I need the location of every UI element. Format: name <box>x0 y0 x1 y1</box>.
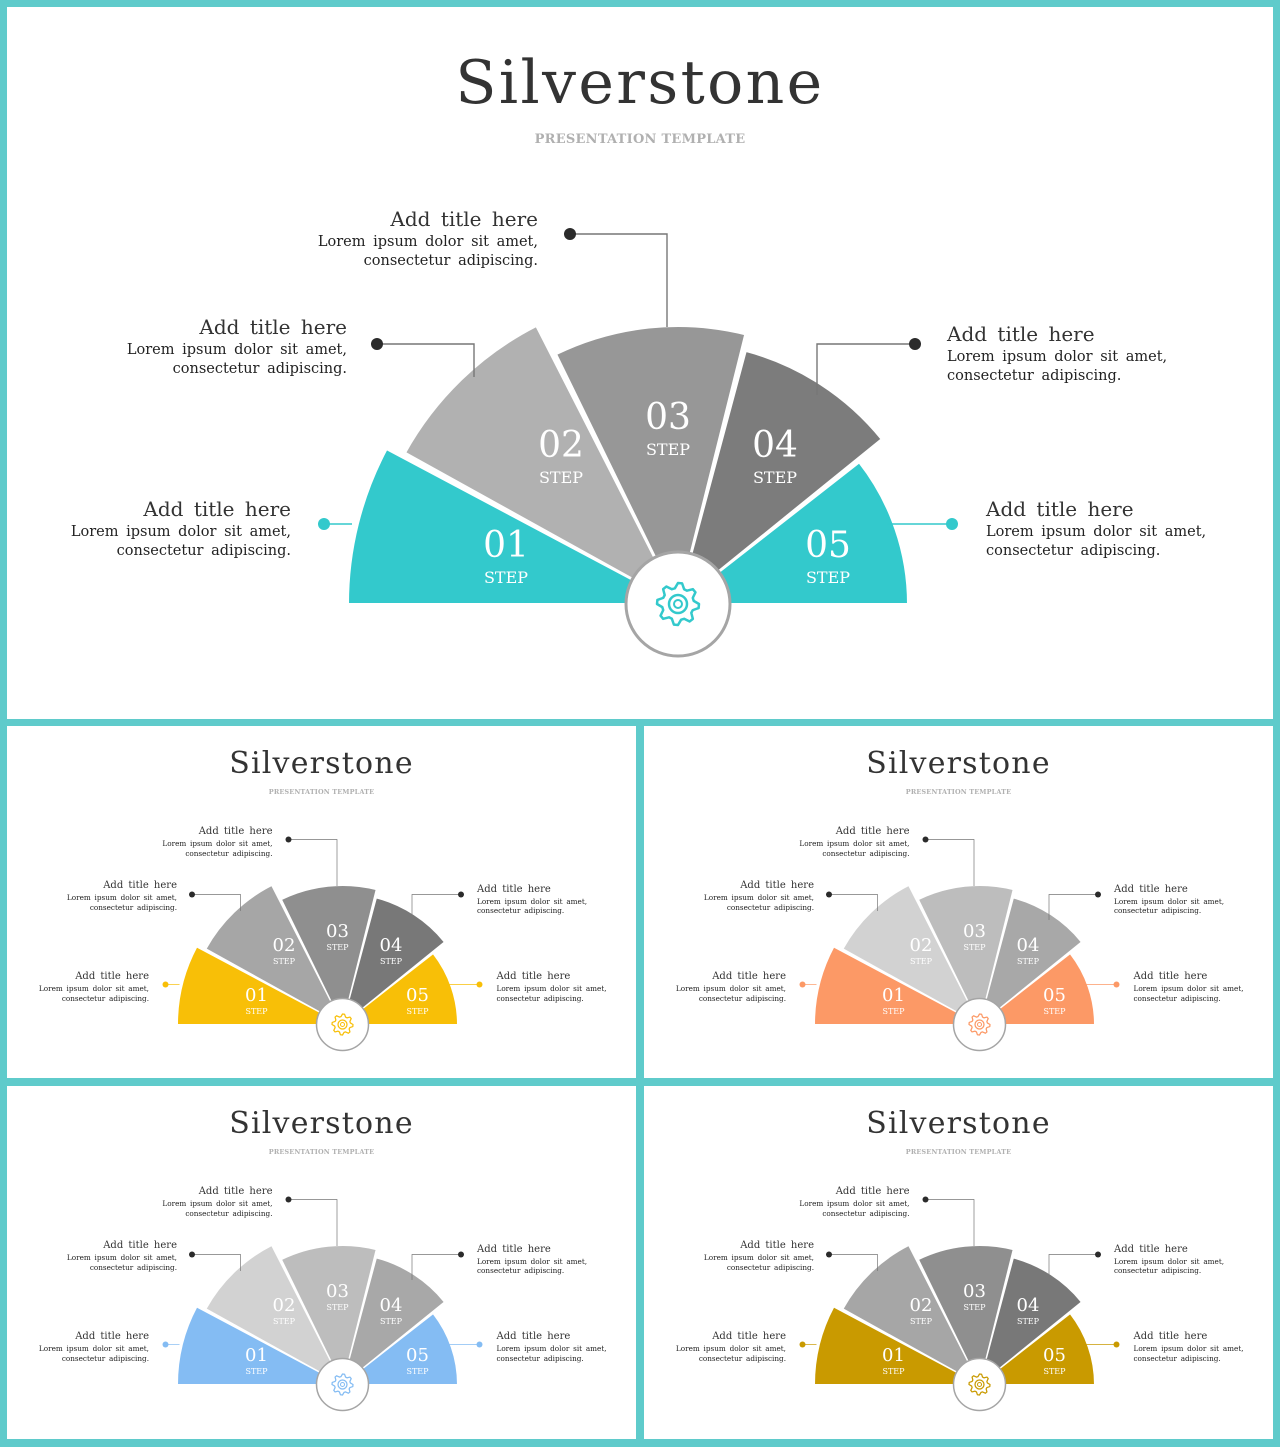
callout-title: Add title here <box>496 1331 571 1342</box>
leader-dot-3 <box>564 228 576 240</box>
step-label-2: STEP <box>272 957 296 966</box>
callout-title: Add title here <box>75 971 149 982</box>
leader-dot-4 <box>1095 1252 1101 1258</box>
center-circle <box>954 999 1006 1051</box>
step-label-5: STEP <box>406 1007 429 1016</box>
step-label-1: STEP <box>882 1007 905 1016</box>
step-number-1: 01 <box>245 1345 268 1366</box>
step-number-4: 04 <box>379 935 403 956</box>
callout-text: consectetur adipiscing. <box>172 361 347 377</box>
leader-line-2 <box>377 344 474 377</box>
callout-title: Add title here <box>835 1186 910 1197</box>
callout-5 <box>986 495 1246 561</box>
step-number-4: 04 <box>752 425 798 466</box>
callout-text: consectetur adipiscing. <box>61 1353 149 1363</box>
step-label-4: STEP <box>752 468 798 487</box>
callout-title: Add title here <box>712 1331 786 1342</box>
leader-dot-2 <box>826 1252 832 1258</box>
callout-title: Add title here <box>477 883 551 895</box>
callout-3 <box>780 825 910 858</box>
callout-2 <box>684 1239 814 1272</box>
callout-text: consectetur adipiscing. <box>477 906 565 915</box>
callout-text: consectetur adipiscing. <box>1114 906 1202 915</box>
slide-2 <box>7 726 636 1078</box>
callout-text: consectetur adipiscing. <box>822 1208 910 1218</box>
leader-dot-1 <box>163 1342 169 1348</box>
callout-text: Lorem ipsum dolor sit amet, <box>986 524 1207 540</box>
step-number-2: 02 <box>909 1295 933 1316</box>
step-label-3: STEP <box>326 943 349 952</box>
step-number-4: 04 <box>1016 935 1040 956</box>
slide-subtitle: PRESENTATION TEMPLATE <box>905 1148 1012 1156</box>
callout-text: consectetur adipiscing. <box>1133 993 1221 1003</box>
step-number-5: 05 <box>1043 1345 1066 1366</box>
step-label-2: STEP <box>909 957 933 966</box>
leader-dot-4 <box>1095 892 1101 898</box>
callout-1 <box>656 970 786 1003</box>
callout-text: Lorem ipsum dolor sit amet, <box>1114 1256 1225 1266</box>
leader-dot-3 <box>923 1197 929 1203</box>
leader-line-2 <box>829 895 878 912</box>
step-label-3: STEP <box>963 1303 986 1312</box>
callout-text: Lorem ipsum dolor sit amet, <box>703 893 814 902</box>
step-number-3: 03 <box>326 921 349 942</box>
callout-4 <box>477 1243 607 1276</box>
leader-dot-4 <box>458 1252 464 1258</box>
callout-5 <box>1134 970 1264 1003</box>
callout-text: Lorem ipsum dolor sit amet, <box>496 1344 607 1353</box>
step-number-5: 05 <box>406 985 429 1006</box>
step-number-3: 03 <box>645 397 691 438</box>
step-number-4: 04 <box>1016 1295 1040 1316</box>
leader-dot-3 <box>923 837 929 843</box>
callout-4 <box>947 320 1207 386</box>
leader-line-3 <box>289 840 338 887</box>
callout-title: Add title here <box>1133 971 1208 982</box>
step-number-4: 04 <box>379 1295 403 1316</box>
step-label-1: STEP <box>245 1007 268 1016</box>
step-number-2: 02 <box>538 425 584 466</box>
callout-text: consectetur adipiscing. <box>986 543 1161 559</box>
callout-text: Lorem ipsum dolor sit amet, <box>947 349 1168 365</box>
step-number-1: 01 <box>245 985 268 1006</box>
callout-text: consectetur adipiscing. <box>698 1353 786 1363</box>
callout-4 <box>477 883 607 916</box>
leader-dot-5 <box>477 982 483 988</box>
callout-text: Lorem ipsum dolor sit amet, <box>38 984 149 993</box>
step-label-4: STEP <box>1016 957 1040 966</box>
callout-5 <box>497 1330 627 1363</box>
callout-3 <box>780 1185 910 1218</box>
callout-2 <box>47 879 177 912</box>
leader-line-4 <box>1049 895 1098 921</box>
step-label-4: STEP <box>1016 1317 1040 1326</box>
leader-dot-4 <box>909 338 921 350</box>
callout-text: consectetur adipiscing. <box>726 1262 814 1272</box>
center-circle <box>626 552 730 656</box>
callout-text: consectetur adipiscing. <box>822 848 910 858</box>
leader-line-3 <box>926 840 975 887</box>
callout-text: Lorem ipsum dolor sit amet, <box>496 984 607 993</box>
callout-text: consectetur adipiscing. <box>89 902 177 912</box>
callout-title: Add title here <box>1114 883 1188 895</box>
leader-line-3 <box>570 234 667 327</box>
step-number-3: 03 <box>326 1281 349 1302</box>
callout-title: Add title here <box>740 1240 814 1251</box>
callout-text: Lorem ipsum dolor sit amet, <box>317 234 538 250</box>
callout-text: Lorem ipsum dolor sit amet, <box>66 1253 177 1262</box>
callout-text: consectetur adipiscing. <box>947 368 1122 384</box>
slide-3 <box>644 726 1273 1078</box>
callout-text: Lorem ipsum dolor sit amet, <box>66 893 177 902</box>
callout-2 <box>47 1239 177 1272</box>
step-label-1: STEP <box>882 1367 905 1376</box>
step-number-2: 02 <box>272 935 296 956</box>
step-label-4: STEP <box>379 1317 403 1326</box>
callout-text: Lorem ipsum dolor sit amet, <box>126 342 347 358</box>
callout-text: Lorem ipsum dolor sit amet, <box>1133 1344 1244 1353</box>
slide-title: Silverstone <box>229 1106 414 1141</box>
callout-title: Add title here <box>477 1243 551 1255</box>
step-number-3: 03 <box>963 1281 986 1302</box>
callout-2 <box>684 879 814 912</box>
callout-3 <box>143 1185 273 1218</box>
callout-text: Lorem ipsum dolor sit amet, <box>799 839 910 848</box>
callout-text: consectetur adipiscing. <box>116 543 291 559</box>
step-label-2: STEP <box>538 468 584 487</box>
step-number-2: 02 <box>272 1295 296 1316</box>
callout-text: Lorem ipsum dolor sit amet, <box>799 1199 910 1208</box>
step-number-5: 05 <box>805 525 851 566</box>
callout-title: Add title here <box>143 497 291 521</box>
step-label-5: STEP <box>1043 1367 1066 1376</box>
callout-title: Add title here <box>712 971 786 982</box>
callout-3 <box>278 205 538 271</box>
slide-4 <box>7 1086 636 1439</box>
leader-dot-1 <box>800 982 806 988</box>
callout-text: Lorem ipsum dolor sit amet, <box>1133 984 1244 993</box>
callout-title: Add title here <box>103 1240 177 1251</box>
slide-subtitle: PRESENTATION TEMPLATE <box>905 788 1012 796</box>
callout-text: Lorem ipsum dolor sit amet, <box>477 1256 588 1266</box>
callout-title: Add title here <box>1133 1331 1208 1342</box>
slide-subtitle: PRESENTATION TEMPLATE <box>268 1148 375 1156</box>
callout-text: Lorem ipsum dolor sit amet, <box>675 1344 786 1353</box>
callout-4 <box>1114 1243 1244 1276</box>
leader-line-3 <box>926 1200 975 1247</box>
callout-2 <box>87 313 347 379</box>
slide-title: Silverstone <box>866 746 1051 781</box>
leader-line-2 <box>192 895 241 912</box>
leader-line-4 <box>817 344 915 395</box>
callout-title: Add title here <box>835 826 910 837</box>
step-number-1: 01 <box>882 985 905 1006</box>
leader-line-2 <box>829 1255 878 1272</box>
leader-dot-2 <box>826 892 832 898</box>
callout-1 <box>19 1330 149 1363</box>
callout-1 <box>656 1330 786 1363</box>
step-label-5: STEP <box>406 1367 429 1376</box>
slide-title: Silverstone <box>455 48 825 118</box>
callout-text: consectetur adipiscing. <box>185 1208 273 1218</box>
callout-text: Lorem ipsum dolor sit amet, <box>162 1199 273 1208</box>
leader-line-4 <box>412 895 461 921</box>
callout-text: consectetur adipiscing. <box>1114 1266 1202 1275</box>
step-number-5: 05 <box>1043 985 1066 1006</box>
callout-5 <box>497 970 627 1003</box>
callout-text: consectetur adipiscing. <box>89 1262 177 1272</box>
callout-text: Lorem ipsum dolor sit amet, <box>38 1344 149 1353</box>
callout-text: consectetur adipiscing. <box>698 993 786 1003</box>
callout-text: Lorem ipsum dolor sit amet, <box>477 896 588 906</box>
slide-5 <box>644 1086 1273 1439</box>
callout-title: Add title here <box>496 971 571 982</box>
step-number-5: 05 <box>406 1345 429 1366</box>
callout-title: Add title here <box>390 207 538 231</box>
callout-text: consectetur adipiscing. <box>496 993 584 1003</box>
step-number-1: 01 <box>882 1345 905 1366</box>
leader-dot-5 <box>477 1342 483 1348</box>
leader-dot-3 <box>286 1197 292 1203</box>
callout-text: Lorem ipsum dolor sit amet, <box>675 984 786 993</box>
callout-text: consectetur adipiscing. <box>61 993 149 1003</box>
step-label-5: STEP <box>1043 1007 1066 1016</box>
callout-title: Add title here <box>986 497 1134 521</box>
step-label-1: STEP <box>245 1367 268 1376</box>
callout-title: Add title here <box>103 880 177 891</box>
leader-dot-2 <box>189 1252 195 1258</box>
callout-title: Add title here <box>947 322 1095 346</box>
callout-text: consectetur adipiscing. <box>496 1353 584 1363</box>
step-label-4: STEP <box>379 957 403 966</box>
leader-line-3 <box>289 1200 338 1247</box>
leader-line-4 <box>412 1255 461 1281</box>
slide-title: Silverstone <box>866 1106 1051 1141</box>
slide-subtitle: PRESENTATION TEMPLATE <box>268 788 375 796</box>
callout-1 <box>31 495 291 561</box>
callout-text: consectetur adipiscing. <box>363 253 538 269</box>
callout-text: Lorem ipsum dolor sit amet, <box>1114 896 1225 906</box>
step-label-2: STEP <box>272 1317 296 1326</box>
callout-title: Add title here <box>740 880 814 891</box>
leader-dot-5 <box>1114 982 1120 988</box>
callout-title: Add title here <box>75 1331 149 1342</box>
callout-4 <box>1114 883 1244 916</box>
leader-dot-2 <box>189 892 195 898</box>
leader-dot-2 <box>371 338 383 350</box>
step-number-2: 02 <box>909 935 933 956</box>
leader-dot-4 <box>458 892 464 898</box>
callout-title: Add title here <box>1114 1243 1188 1255</box>
step-label-5: STEP <box>805 568 851 587</box>
step-number-3: 03 <box>963 921 986 942</box>
leader-dot-1 <box>318 518 330 530</box>
leader-dot-5 <box>946 518 958 530</box>
callout-text: consectetur adipiscing. <box>477 1266 565 1275</box>
callout-text: Lorem ipsum dolor sit amet, <box>70 524 291 540</box>
callout-title: Add title here <box>198 1186 273 1197</box>
leader-line-2 <box>192 1255 241 1272</box>
leader-line-4 <box>1049 1255 1098 1281</box>
callout-1 <box>19 970 149 1003</box>
slide-subtitle: PRESENTATION TEMPLATE <box>534 132 746 147</box>
step-label-1: STEP <box>483 568 529 587</box>
leader-dot-1 <box>163 982 169 988</box>
callout-title: Add title here <box>199 315 347 339</box>
center-circle <box>317 1359 369 1411</box>
callout-5 <box>1134 1330 1264 1363</box>
callout-text: consectetur adipiscing. <box>185 848 273 858</box>
step-label-3: STEP <box>645 440 691 459</box>
callout-3 <box>143 825 273 858</box>
leader-dot-5 <box>1114 1342 1120 1348</box>
step-label-3: STEP <box>963 943 986 952</box>
callout-text: Lorem ipsum dolor sit amet, <box>162 839 273 848</box>
step-label-3: STEP <box>326 1303 349 1312</box>
leader-dot-3 <box>286 837 292 843</box>
step-label-2: STEP <box>909 1317 933 1326</box>
leader-dot-1 <box>800 1342 806 1348</box>
slide-1 <box>7 7 1273 719</box>
center-circle <box>317 999 369 1051</box>
center-circle <box>954 1359 1006 1411</box>
callout-text: Lorem ipsum dolor sit amet, <box>703 1253 814 1262</box>
step-number-1: 01 <box>483 525 529 566</box>
slide-title: Silverstone <box>229 746 414 781</box>
callout-text: consectetur adipiscing. <box>1133 1353 1221 1363</box>
callout-text: consectetur adipiscing. <box>726 902 814 912</box>
callout-title: Add title here <box>198 826 273 837</box>
